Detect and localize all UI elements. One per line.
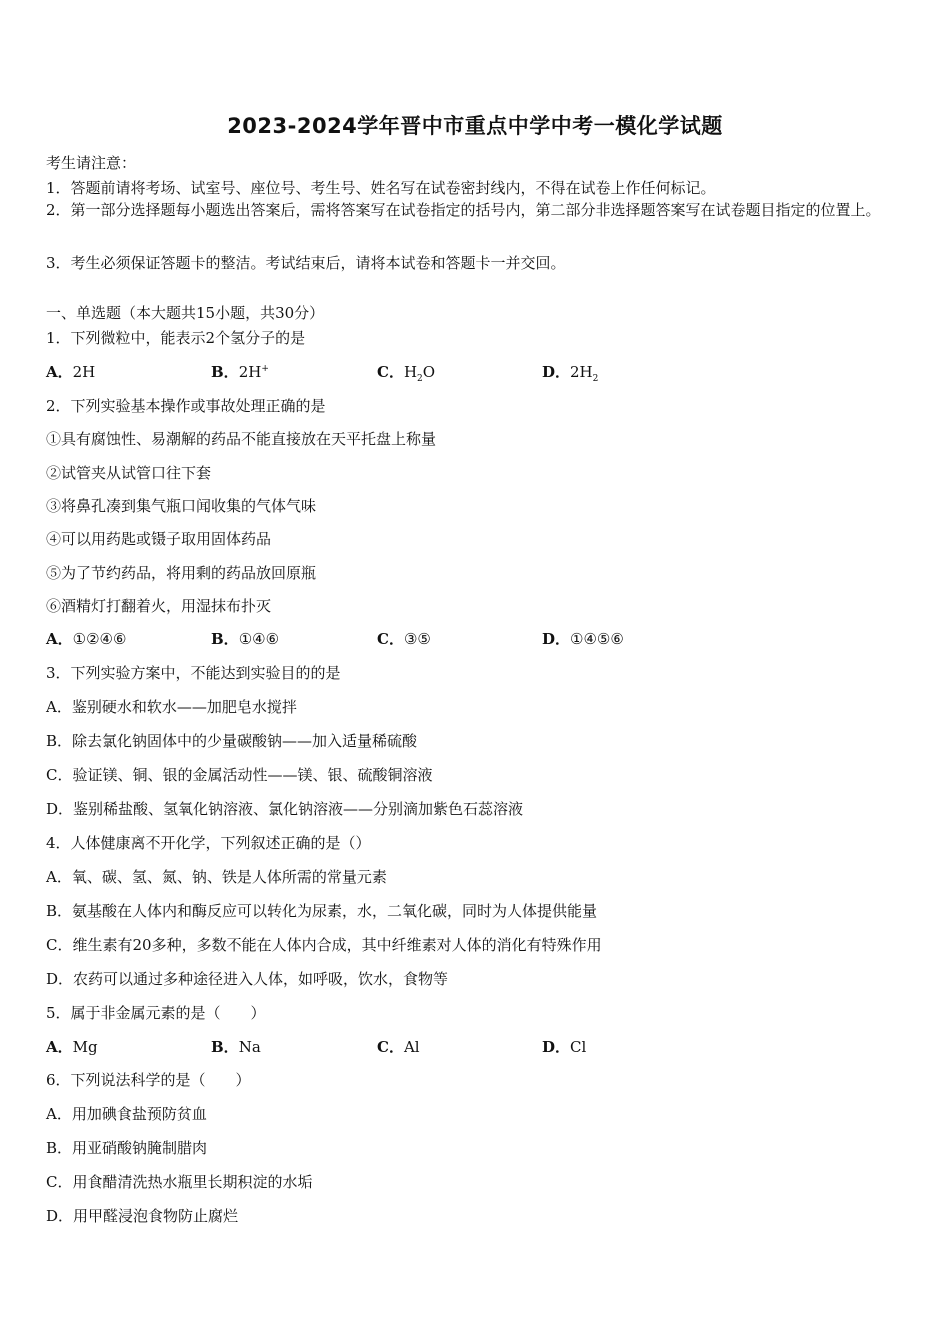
q5-option-d[interactable] [542, 1036, 586, 1057]
q5-option-b[interactable] [211, 1036, 261, 1057]
q2-item-5: ⑤为了节约药品，将用剩的药品放回原瓶 [46, 564, 317, 582]
option-label: C． [377, 1038, 404, 1056]
option-text: ③⑤ [403, 630, 431, 648]
option-label: C． [377, 363, 404, 381]
option-superscript: + [261, 364, 269, 374]
q2-item-4: ④可以用药匙或镊子取用固体药品 [46, 530, 272, 548]
q2-option-a[interactable] [46, 628, 126, 649]
q6-option-c[interactable]: C．用食醋清洗热水瓶里长期积淀的水垢 [46, 1173, 313, 1191]
q1-option-b[interactable] [211, 361, 269, 382]
option-subscript: 2 [592, 374, 599, 384]
q4-option-d[interactable]: D．农药可以通过多种途径进入人体，如呼吸，饮水，食物等 [46, 970, 449, 988]
option-text: 2H [72, 363, 96, 381]
q1-option-a[interactable] [46, 361, 95, 382]
q2-option-d[interactable] [542, 628, 624, 649]
q4-option-c[interactable]: C．维生素有20多种，多数不能在人体内合成，其中纤维素对人体的消化有特殊作用 [46, 936, 602, 954]
q6-stem: 6．下列说法科学的是（ ） [46, 1071, 251, 1089]
q6-option-d[interactable]: D．用甲醛浸泡食物防止腐烂 [46, 1207, 239, 1225]
option-label: B． [211, 363, 239, 381]
option-text: Na [238, 1038, 261, 1056]
option-text: H [403, 363, 418, 381]
q3-option-b[interactable]: B．除去氯化钠固体中的少量碳酸钠——加入适量稀硫酸 [46, 732, 418, 750]
q4-option-b[interactable]: B．氨基酸在人体内和酶反应可以转化为尿素，水，二氧化碳，同时为人体提供能量 [46, 902, 598, 920]
q6-option-a[interactable]: A．用加碘食盐预防贫血 [46, 1105, 207, 1123]
option-label: B． [211, 1038, 239, 1056]
option-text: ①②④⑥ [72, 630, 127, 648]
notice-item-2: 2．第一部分选择题每小题选出答案后，需将答案写在试卷指定的括号内，第二部分非选择题答案写在试卷题目指定的位置上。 [46, 201, 881, 219]
option-text: ①④⑥ [238, 630, 280, 648]
option-label: D． [542, 1038, 571, 1056]
option-text: 2H [238, 363, 262, 381]
option-label: A． [46, 630, 73, 648]
q3-option-a[interactable]: A．鉴别硬水和软水——加肥皂水搅拌 [46, 698, 297, 716]
q4-option-a[interactable]: A．氧、碳、氢、氮、钠、铁是人体所需的常量元素 [46, 868, 387, 886]
q3-option-d[interactable]: D．鉴别稀盐酸、氢氧化钠溶液、氯化钠溶液——分别滴加紫色石蕊溶液 [46, 800, 524, 818]
q5-option-c[interactable] [377, 1036, 420, 1057]
option-text: Mg [72, 1038, 98, 1056]
option-text: Cl [570, 1038, 587, 1056]
q1-option-d[interactable] [542, 361, 598, 384]
option-text: ①④⑤⑥ [570, 630, 624, 648]
q2-option-c[interactable] [377, 628, 431, 649]
option-label: C． [377, 630, 404, 648]
q2-item-3: ③将鼻孔凑到集气瓶口闻收集的气体气味 [46, 497, 317, 515]
q5-option-a[interactable] [46, 1036, 98, 1057]
q2-stem: 2．下列实验基本操作或事故处理正确的是 [46, 397, 326, 415]
section-heading: 一、单选题（本大题共15小题，共30分） [46, 304, 325, 322]
q1-option-c[interactable] [377, 361, 435, 384]
q4-stem: 4．人体健康离不开化学，下列叙述正确的是（） [46, 834, 371, 852]
option-subscript: 2 [417, 374, 423, 384]
q2-option-b[interactable] [211, 628, 279, 649]
q3-option-c[interactable]: C．验证镁、铜、银的金属活动性——镁、银、硫酸铜溶液 [46, 766, 433, 784]
notice-item-3: 3．考生必须保证答题卡的整洁。考试结束后，请将本试卷和答题卡一并交回。 [46, 254, 566, 272]
q6-option-b[interactable]: B．用亚硝酸钠腌制腊肉 [46, 1139, 208, 1157]
option-label: D． [542, 363, 571, 381]
q1-stem: 1．下列微粒中，能表示2个氢分子的是 [46, 329, 306, 347]
q2-item-2: ②试管夹从试管口往下套 [46, 464, 212, 482]
option-label: D． [542, 630, 571, 648]
option-text-tail: O [422, 363, 436, 381]
notice-heading: 考生请注意： [46, 154, 137, 172]
option-label: B． [211, 630, 239, 648]
option-text: Al [403, 1038, 420, 1056]
q3-stem: 3．下列实验方案中，不能达到实验目的的是 [46, 664, 341, 682]
q2-item-1: ①具有腐蚀性、易潮解的药品不能直接放在天平托盘上称量 [46, 430, 437, 448]
option-text: 2H [570, 363, 593, 381]
option-label: A． [46, 363, 73, 381]
q2-item-6: ⑥酒精灯打翻着火，用湿抹布扑灭 [46, 597, 272, 615]
exam-title: 2023-2024学年晋中市重点中学中考一模化学试题 [227, 114, 723, 138]
q5-stem: 5．属于非金属元素的是（ ） [46, 1004, 266, 1022]
notice-item-1: 1．答题前请将考场、试室号、座位号、考生号、姓名写在试卷密封线内，不得在试卷上作任何标记。 [46, 179, 716, 197]
option-label: A． [46, 1038, 73, 1056]
